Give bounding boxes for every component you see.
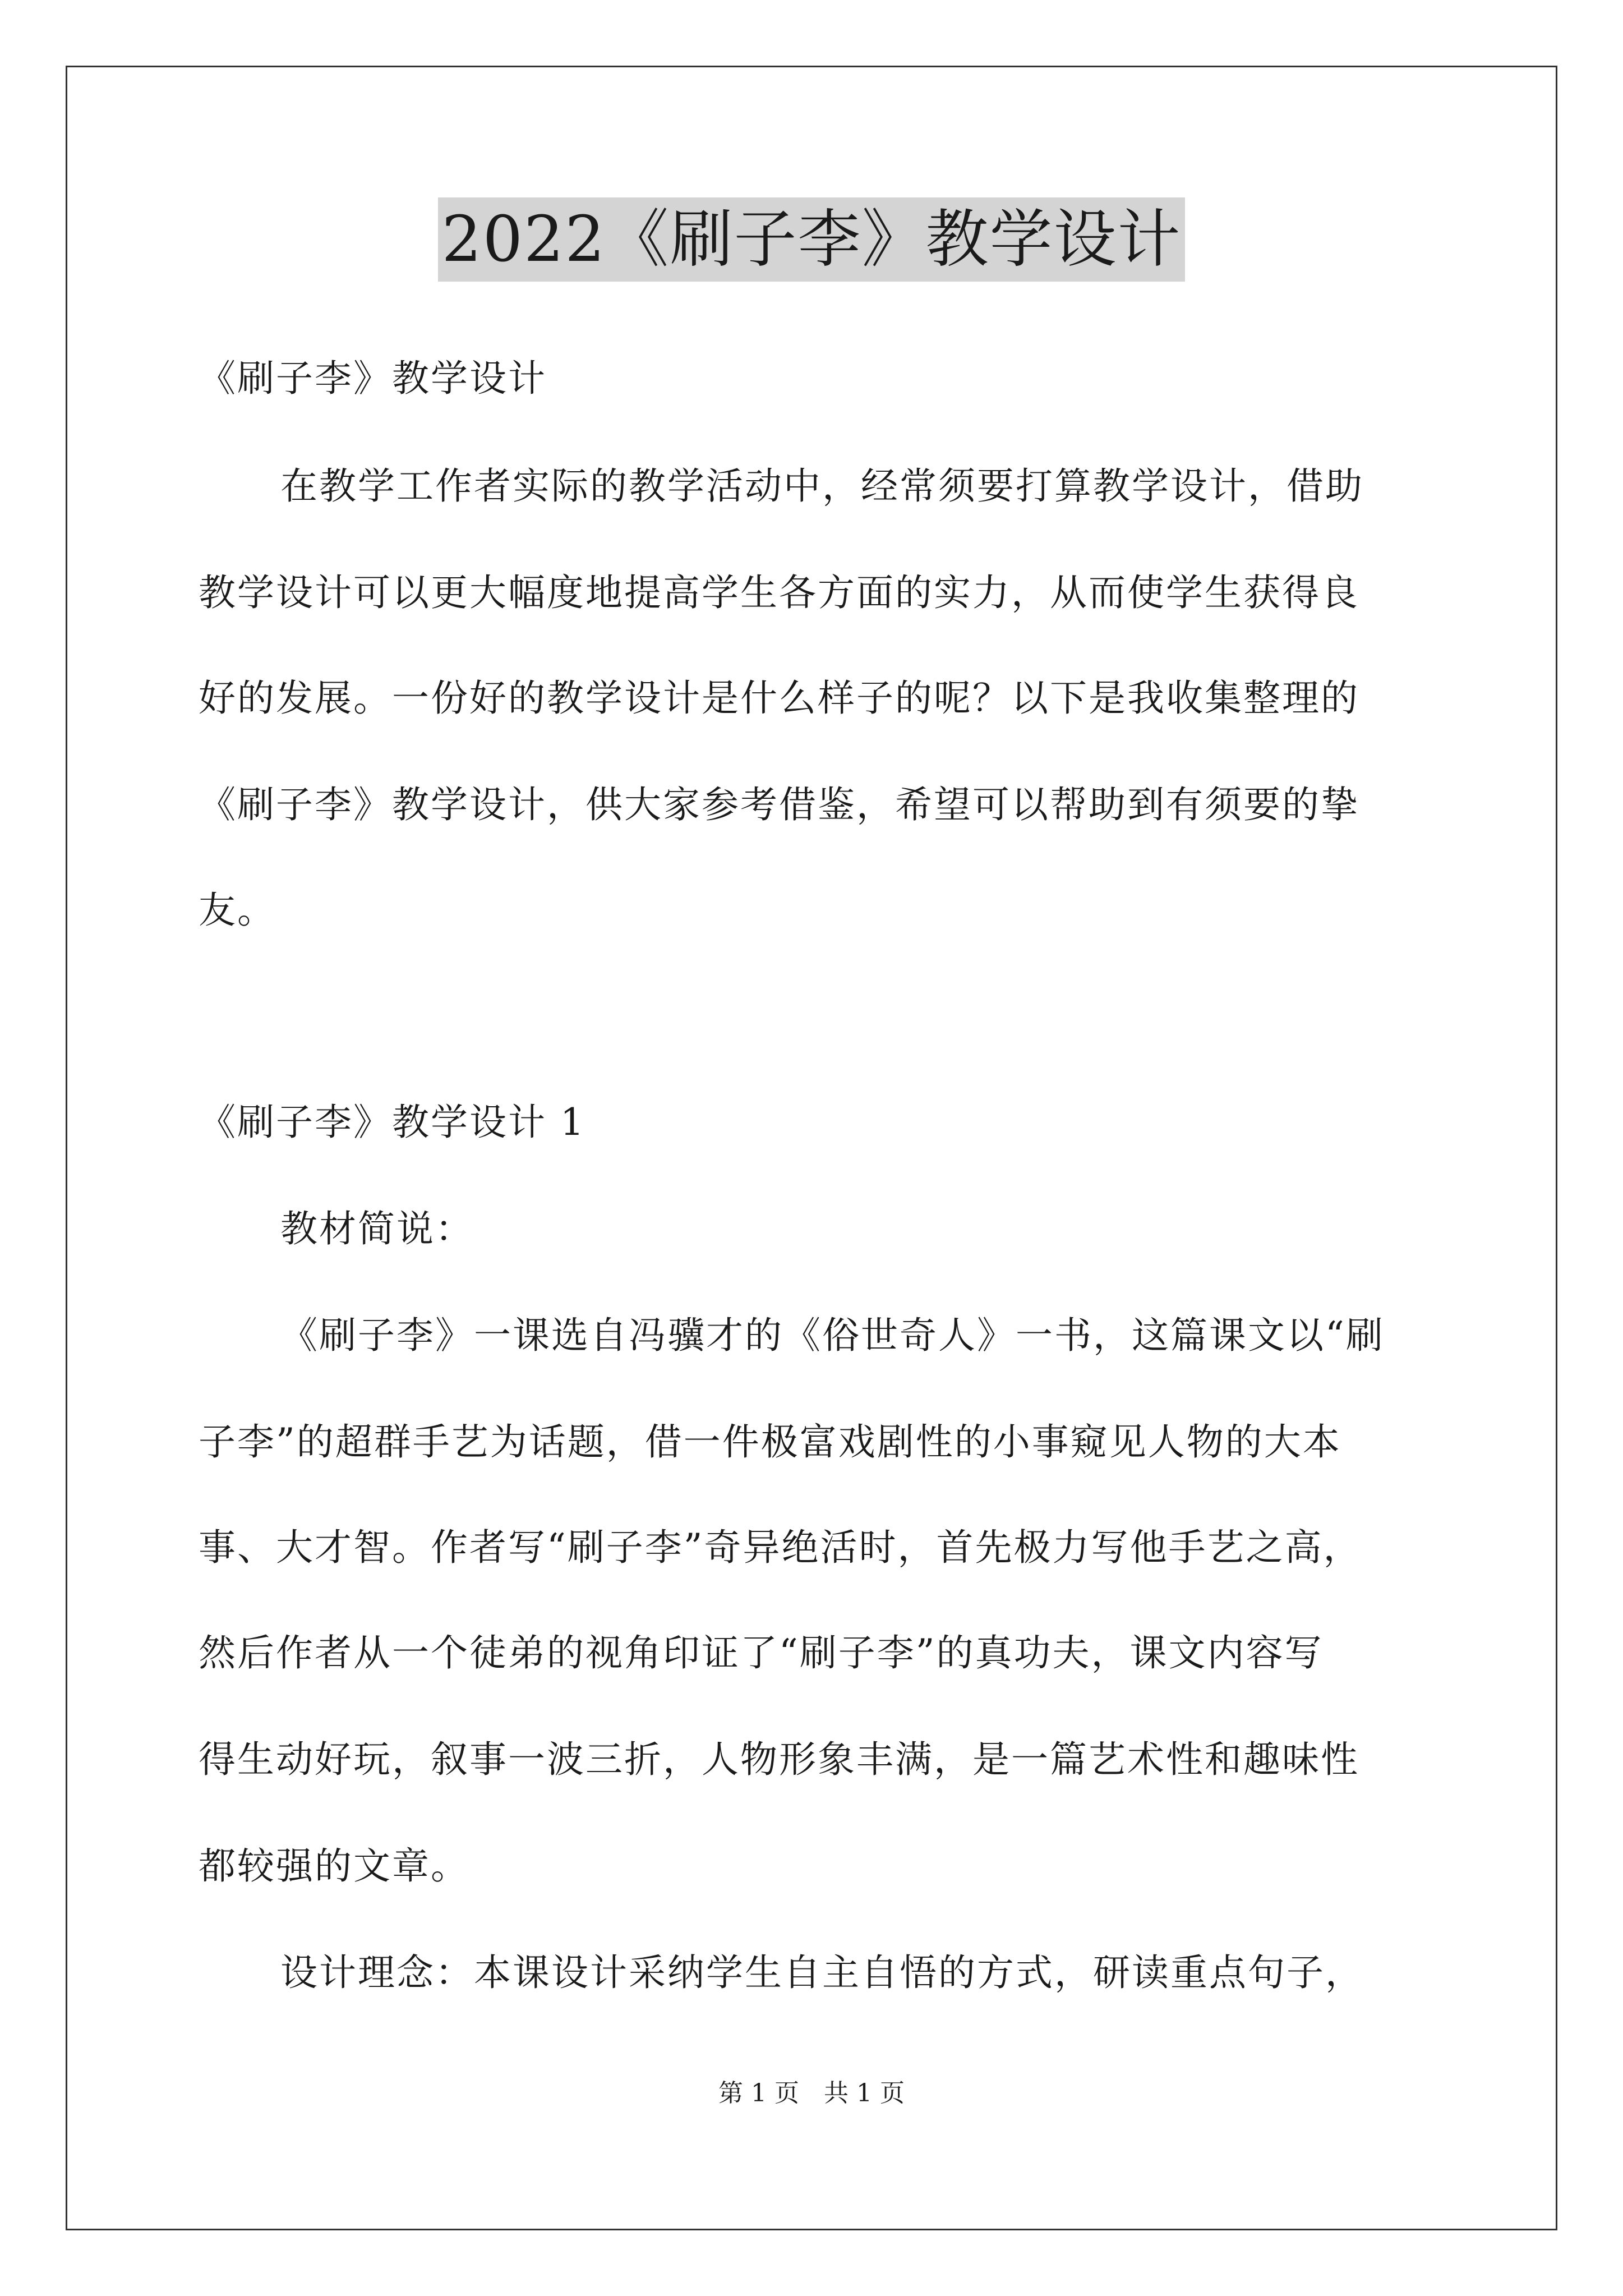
paragraph-line: 《刷子李》一课选自冯骥才的《俗世奇人》一书，这篇课文以“刷 <box>280 1314 1385 1357</box>
paragraph-line: 好的发展。一份好的教学设计是什么样子的呢？以下是我收集整理的 <box>199 677 1359 720</box>
paragraph-line: 都较强的文章。 <box>199 1844 469 1888</box>
subtitle: 《刷子李》教学设计 <box>199 357 547 400</box>
title-container <box>0 197 1623 282</box>
page-footer: 第 1 页 共 1 页 <box>718 2079 905 2108</box>
paragraph-line: 得生动好玩，叙事一波三折，人物形象丰满，是一篇艺术性和趣味性 <box>199 1738 1359 1781</box>
paragraph-line: 事、大才智。作者写“刷子李”奇异绝活时，首先极力写他手艺之高， <box>199 1526 1362 1569</box>
document-title: 2022《刷子李》教学设计 <box>438 197 1184 282</box>
section-heading: 《刷子李》教学设计 1 <box>199 1101 585 1144</box>
paragraph-line: 《刷子李》教学设计，供大家参考借鉴，希望可以帮助到有须要的挚 <box>199 783 1359 826</box>
paragraph-line: 友。 <box>199 889 276 932</box>
paragraph-line: 教学设计可以更大幅度地提高学生各方面的实力，从而使学生获得良 <box>199 571 1359 614</box>
paragraph-line: 子李”的超群手艺为话题，借一件极富戏剧性的小事窥见人物的大本 <box>199 1420 1341 1464</box>
paragraph-line: 教材简说： <box>280 1207 474 1250</box>
paragraph-line: 设计理念：本课设计采纳学生自主自悟的方式，研读重点句子， <box>280 1951 1364 1994</box>
paragraph-line: 在教学工作者实际的教学活动中，经常须要打算教学设计，借助 <box>280 464 1364 508</box>
paragraph-line: 然后作者从一个徒弟的视角印证了“刷子李”的真功夫，课文内容写 <box>199 1631 1324 1674</box>
